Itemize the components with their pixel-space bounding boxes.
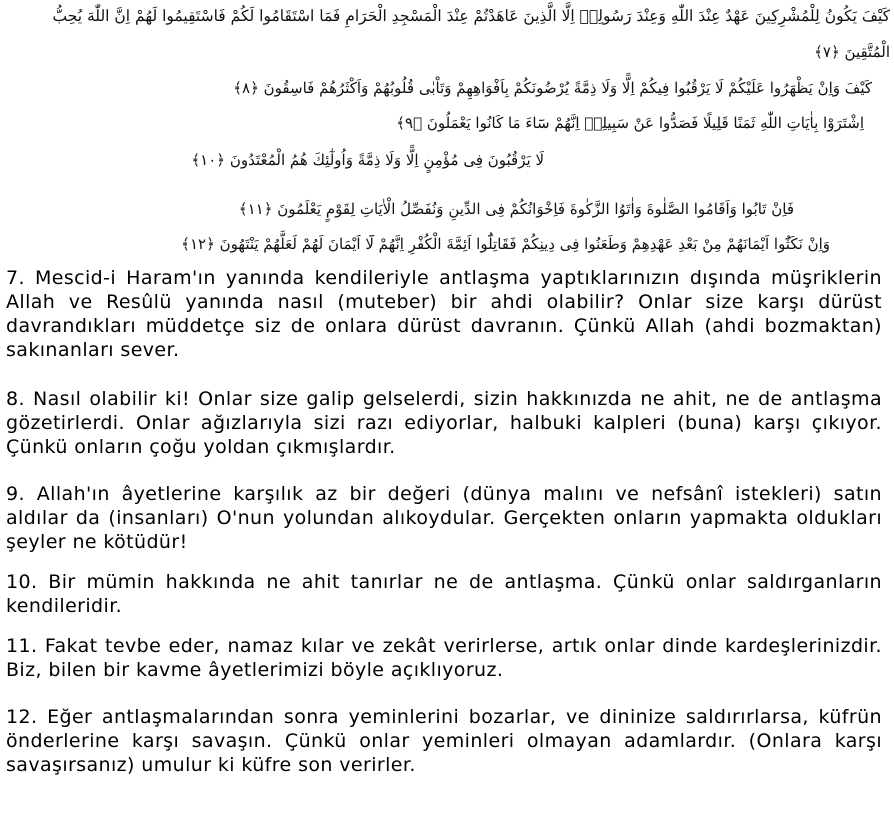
translation-verse-8: 8. Nasıl olabilir ki! Onlar size galip gelselerdi, sizin hakkınızda ne ahit, ne de antlaşma gözetirlerdi. Onlar ağızlarıyla sizi razı ediyorlar, halbuki kalpleri (buna) karşı çıkıyor. Çünkü onların çoğu yoldan çıkmışlardır. [6,388,882,458]
arabic-verse-11: فَاِنْ تَابُوا وَاَقَامُوا الصَّلٰوةَ وَاٰتَوُا الزَّكٰوةَ فَاِخْوَانُكُمْ فِى الدِّينِ وَنُفَصِّلُ الْاٰيَاتِ لِقَوْمٍ يَعْلَمُونَ ﴿١١﴾ [238,200,794,218]
translation-verse-12: 12. Eğer antlaşmalarından sonra yeminlerini bozarlar, ve dininize saldırırlarsa, küfrün önderlerine karşı savaşın. Çünkü onlar yeminleri olmayan adamlardır. (Onlara karşı savaşırsanız) umulur ki küfre son verirler. [6,706,882,776]
arabic-verse-8: كَيْفَ وَاِنْ يَظْهَرُوا عَلَيْكُمْ لَا يَرْقُبُوا فِيكُمْ اِلًّا وَلَا ذِمَّةً يُرْضُونَكُمْ بِاَفْوَاهِهِمْ وَتَاْبٰى قُلُوبُهُمْ وَاَكْثَرُهُمْ فَاسِقُونَ ﴿٨﴾ [233,79,872,97]
arabic-verse-7-end: الْمُتَّقِينَ ﴿٧﴾ [814,43,890,61]
translation-verse-7: 7. Mescid-i Haram'ın yanında kendileriyle antlaşma yaptıklarınızın dışında müşriklerin Allah ve Resûlü yanında nasıl (muteber) bir ahdi olabilir? Onlar size karşı dürüst davrandıkları müddetçe siz de onlara dürüst davranın. Çünkü Allah (ahdi bozmaktan) sakınanları sever. [6,267,882,361]
arabic-text-block [0,0,894,262]
arabic-verse-12: وَاِنْ نَكَثُٓوا اَيْمَانَهُمْ مِنْ بَعْدِ عَهْدِهِمْ وَطَعَنُوا فِى دِينِكُمْ فَقَاتِلُٓوا اَئِمَّةَ الْكُفْرِ اِنَّهُمْ لَٓا اَيْمَانَ لَهُمْ لَعَلَّهُمْ يَنْتَهُونَ ﴿١٢﴾ [181,235,830,253]
translation-verse-10: 10. Bir mümin hakkında ne ahit tanırlar ne de antlaşma. Çünkü onlar saldırganların kendileridir. [6,571,882,617]
translation-verse-11: 11. Fakat tevbe eder, namaz kılar ve zekât verirlerse, artık onlar dinde kardeşlerinizdir. Biz, bilen bir kavme âyetlerimizi böyle açıklıyoruz. [6,635,882,681]
arabic-verse-10: لَا يَرْقُبُونَ فِى مُؤْمِنٍ اِلًّا وَلَا ذِمَّةً وَاُولٰٓئِكَ هُمُ الْمُعْتَدُونَ ﴿١٠﴾ [191,151,544,169]
translation-verse-9: 9. Allah'ın âyetlerine karşılık az bir değeri (dünya malını ve nefsânî istekleri) satın aldılar da (insanları) O'nun yolundan alıkoydular. Gerçekten onların yapmakta oldukları şeyler ne kötüdür! [6,483,882,553]
arabic-verse-7: كَيْفَ يَكُونُ لِلْمُشْرِكِينَ عَهْدٌ عِنْدَ اللّٰهِ وَعِنْدَ رَسُولِهٖ اِلَّا الَّذِينَ عَاهَدْتُمْ عِنْدَ الْمَسْجِدِ الْحَرَامِ فَمَا اسْتَقَامُوا لَكُمْ فَاسْتَقِيمُوا لَهُمْ اِنَّ اللّٰهَ يُحِبُّ [52,7,890,25]
arabic-verse-9: اِشْتَرَوْا بِاٰيَاتِ اللّٰهِ ثَمَنًا قَلِيلًا فَصَدُّوا عَنْ سَبِيلِهٖ اِنَّهُمْ سَٓاءَ مَا كَانُوا يَعْمَلُونَ ﴿٩﴾ [396,114,864,132]
